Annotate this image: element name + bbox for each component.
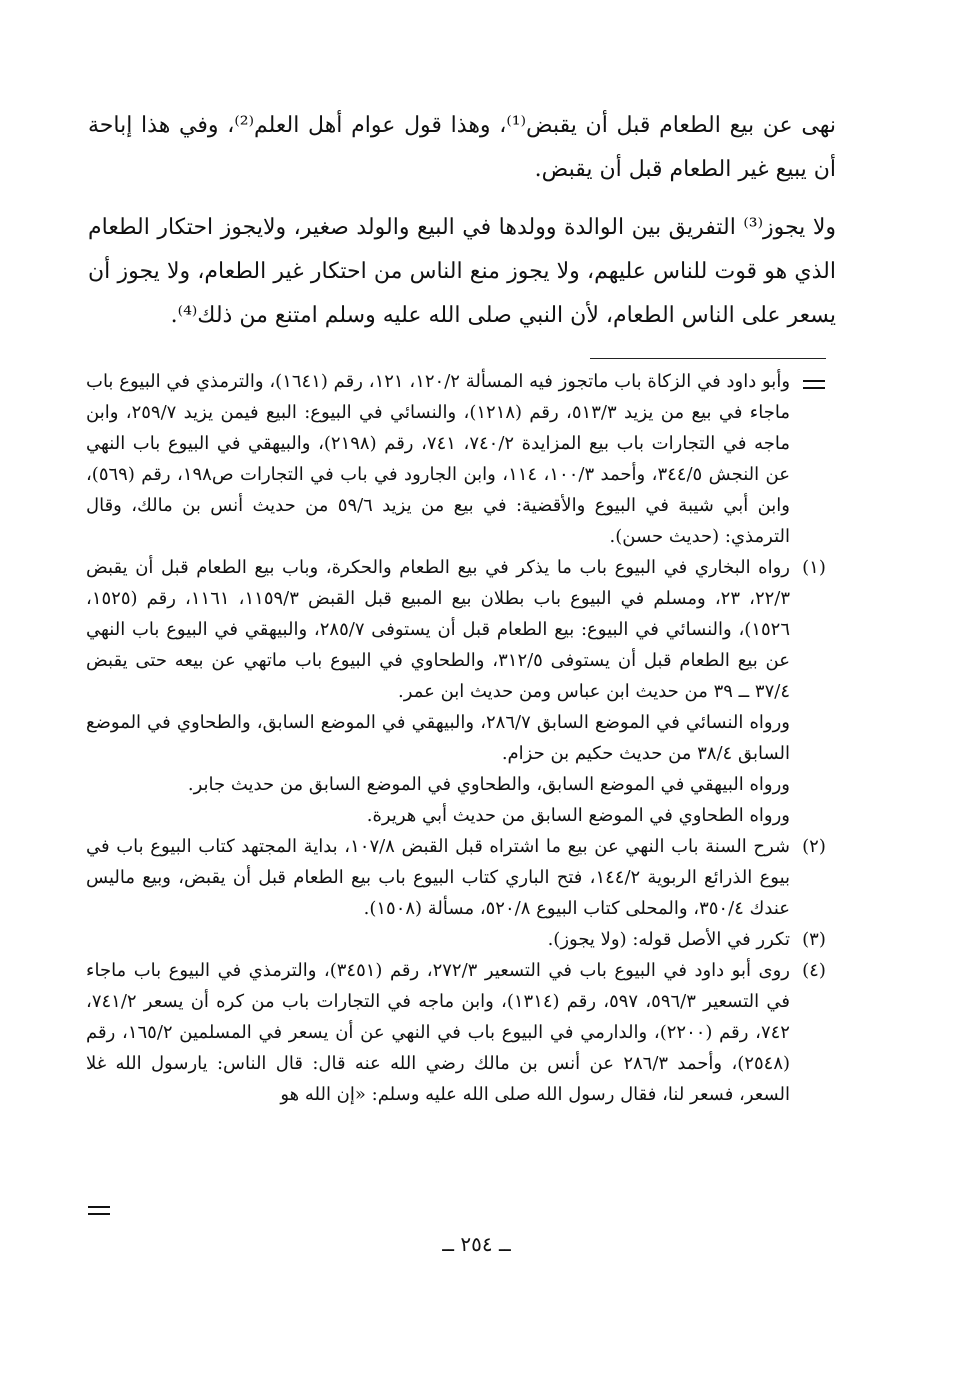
main-text [88,104,836,352]
footnote-3 [86,924,838,955]
footnote-1 [86,552,838,707]
footnote-text: وأبو داود في الزكاة باب ماتجوز فيه المسألة ١٢٠/٢، ١٢١، رقم (١٦٤١)، والترمذي في البيوع باب ماجاء في بيع من يزيد ٥١٣/٣، رقم (١٢١٨)، والنسائي في البيوع: البيع فيمن يزيد ٢٥٩/٧، وابن ماجه في التجارات باب بيع المزايدة ٧٤٠/٢، ٧٤١، رقم (٢١٩٨)، والبيهقي في البيوع باب النهي عن النجش ٣٤٤/٥، وأحمد ١٠٠/٣، ١١٤، وابن الجارود في باب في التجارات ص١٩٨، رقم (٥٦٩)، وابن أبي شيبة في البيوع والأقضية: في بيع من يزيد ٥٩/٦ من حديث أنس بن مالك، وقال الترمذي: (حديث حسن). [86,371,791,547]
footnotes [86,366,838,1110]
footnote-2 [86,831,838,924]
footnote-number: (٤) [802,960,826,981]
footnote-1-extra-1: ورواه النسائي في الموضع السابق ٢٨٦/٧، والبيهقي في الموضع السابق، والطحاوي في الموضع السابق ٣٨/٤ من حديث حكيم بن حزام. [86,712,790,764]
main-paragraph-2: ولا يجوز⁽³⁾ التفريق بين الوالدة وولدها في البيع والولد صغير، ولايجوز احتكار الطعام الذي هو قوت للناس عليهم، ولا يجوز منع الناس من احتكار غير الطعام، ولا يجوز أن يسعر على الناس الطعام، لأن النبي صلى الله عليه وسلم امتنع من ذلك⁽⁴⁾. [88,215,836,328]
footnote-4 [86,955,838,1110]
footnote-number: (٣) [802,929,826,950]
page-number: ــ ٢٥٤ ــ [442,1232,511,1256]
main-paragraph-1: نهى عن بيع الطعام قبل أن يقبض⁽¹⁾، وهذا قول عوام أهل العلم⁽²⁾، وفي هذا إباحة أن يبيع غير الطعام قبل أن يقبض. [88,113,836,182]
footnote-text: شرح السنة باب النهي عن بيع ما اشتراه قبل القبض ١٠٧/٨، بداية المجتهد كتاب البيوع باب في بيوع الذرائع الربوية ١٤٤/٢، فتح الباري كتاب البيوع باب بيع الطعام قبل أن يقبض، وبيع ماليس عندك ٣٥٠/٤، والمحلى كتاب البيوع ٥٢٠/٨، مسألة (١٥٠٨). [86,836,791,919]
footnote-text: تكرر في الأصل قوله: (ولا يجوز). [547,929,790,950]
footnote-1-extra-2: ورواه البيهقي في الموضع السابق، والطحاوي في الموضع السابق من حديث جابر. [187,774,790,795]
footnote-number: (١) [802,557,826,578]
footnote-1-extra-3: ورواه الطحاوي في الموضع السابق من حديث أبي هريرة. [366,805,790,826]
footnote-separator [590,358,826,359]
footnote-text: رواه البخاري في البيوع باب ما يذكر في بيع الطعام والحكرة، وباب بيع الطعام قبل أن يقبض ٢٢/٣، ٢٣، ومسلم في البيوع باب بطلان بيع المبيع قبل القبض ١١٥٩/٣، ١١٦١، رقم (١٥٢٥، ١٥٢٦)، والنسائي في البيوع: بيع الطعام قبل أن يستوفى ٢٨٥/٧، والبيهقي في البيوع باب النهي عن بيع الطعام قبل أن يستوفى ٣١٢/٥، والطحاوي في البيوع باب ماتهي عن بيعه حتى يقبض ٣٧/٤ ــ ٣٩ من حديث ابن عباس ومن حديث ابن عمر. [86,557,791,702]
continuation-end-marker [88,1206,110,1215]
footnote-text: روى أبو داود في البيوع باب في التسعير ٢٧٢/٣، رقم (٣٤٥١)، والترمذي في البيوع باب ماجاء في التسعير ٥٩٦/٣، ٥٩٧، رقم (١٣١٤)، وابن ماجه في التجارات باب من كره أن يسعر ٧٤١/٢، ٧٤٢، رقم (٢٢٠٠)، والدارمي في البيوع باب في النهي عن أن يسعر في المسلمين ١٦٥/٢، رقم (٢٥٤٨)، وأحمد ٢٨٦/٣ عن أنس بن مالك رضي الله عنه قال: قال الناس: يارسول الله غلا السعر، فسعر لنا، فقال رسول الله صلى الله عليه وسلم: «إن الله هو [86,960,791,1105]
footnote-continuation [86,366,838,552]
continuation-marker [790,366,838,389]
footnote-number: (٢) [802,836,826,857]
